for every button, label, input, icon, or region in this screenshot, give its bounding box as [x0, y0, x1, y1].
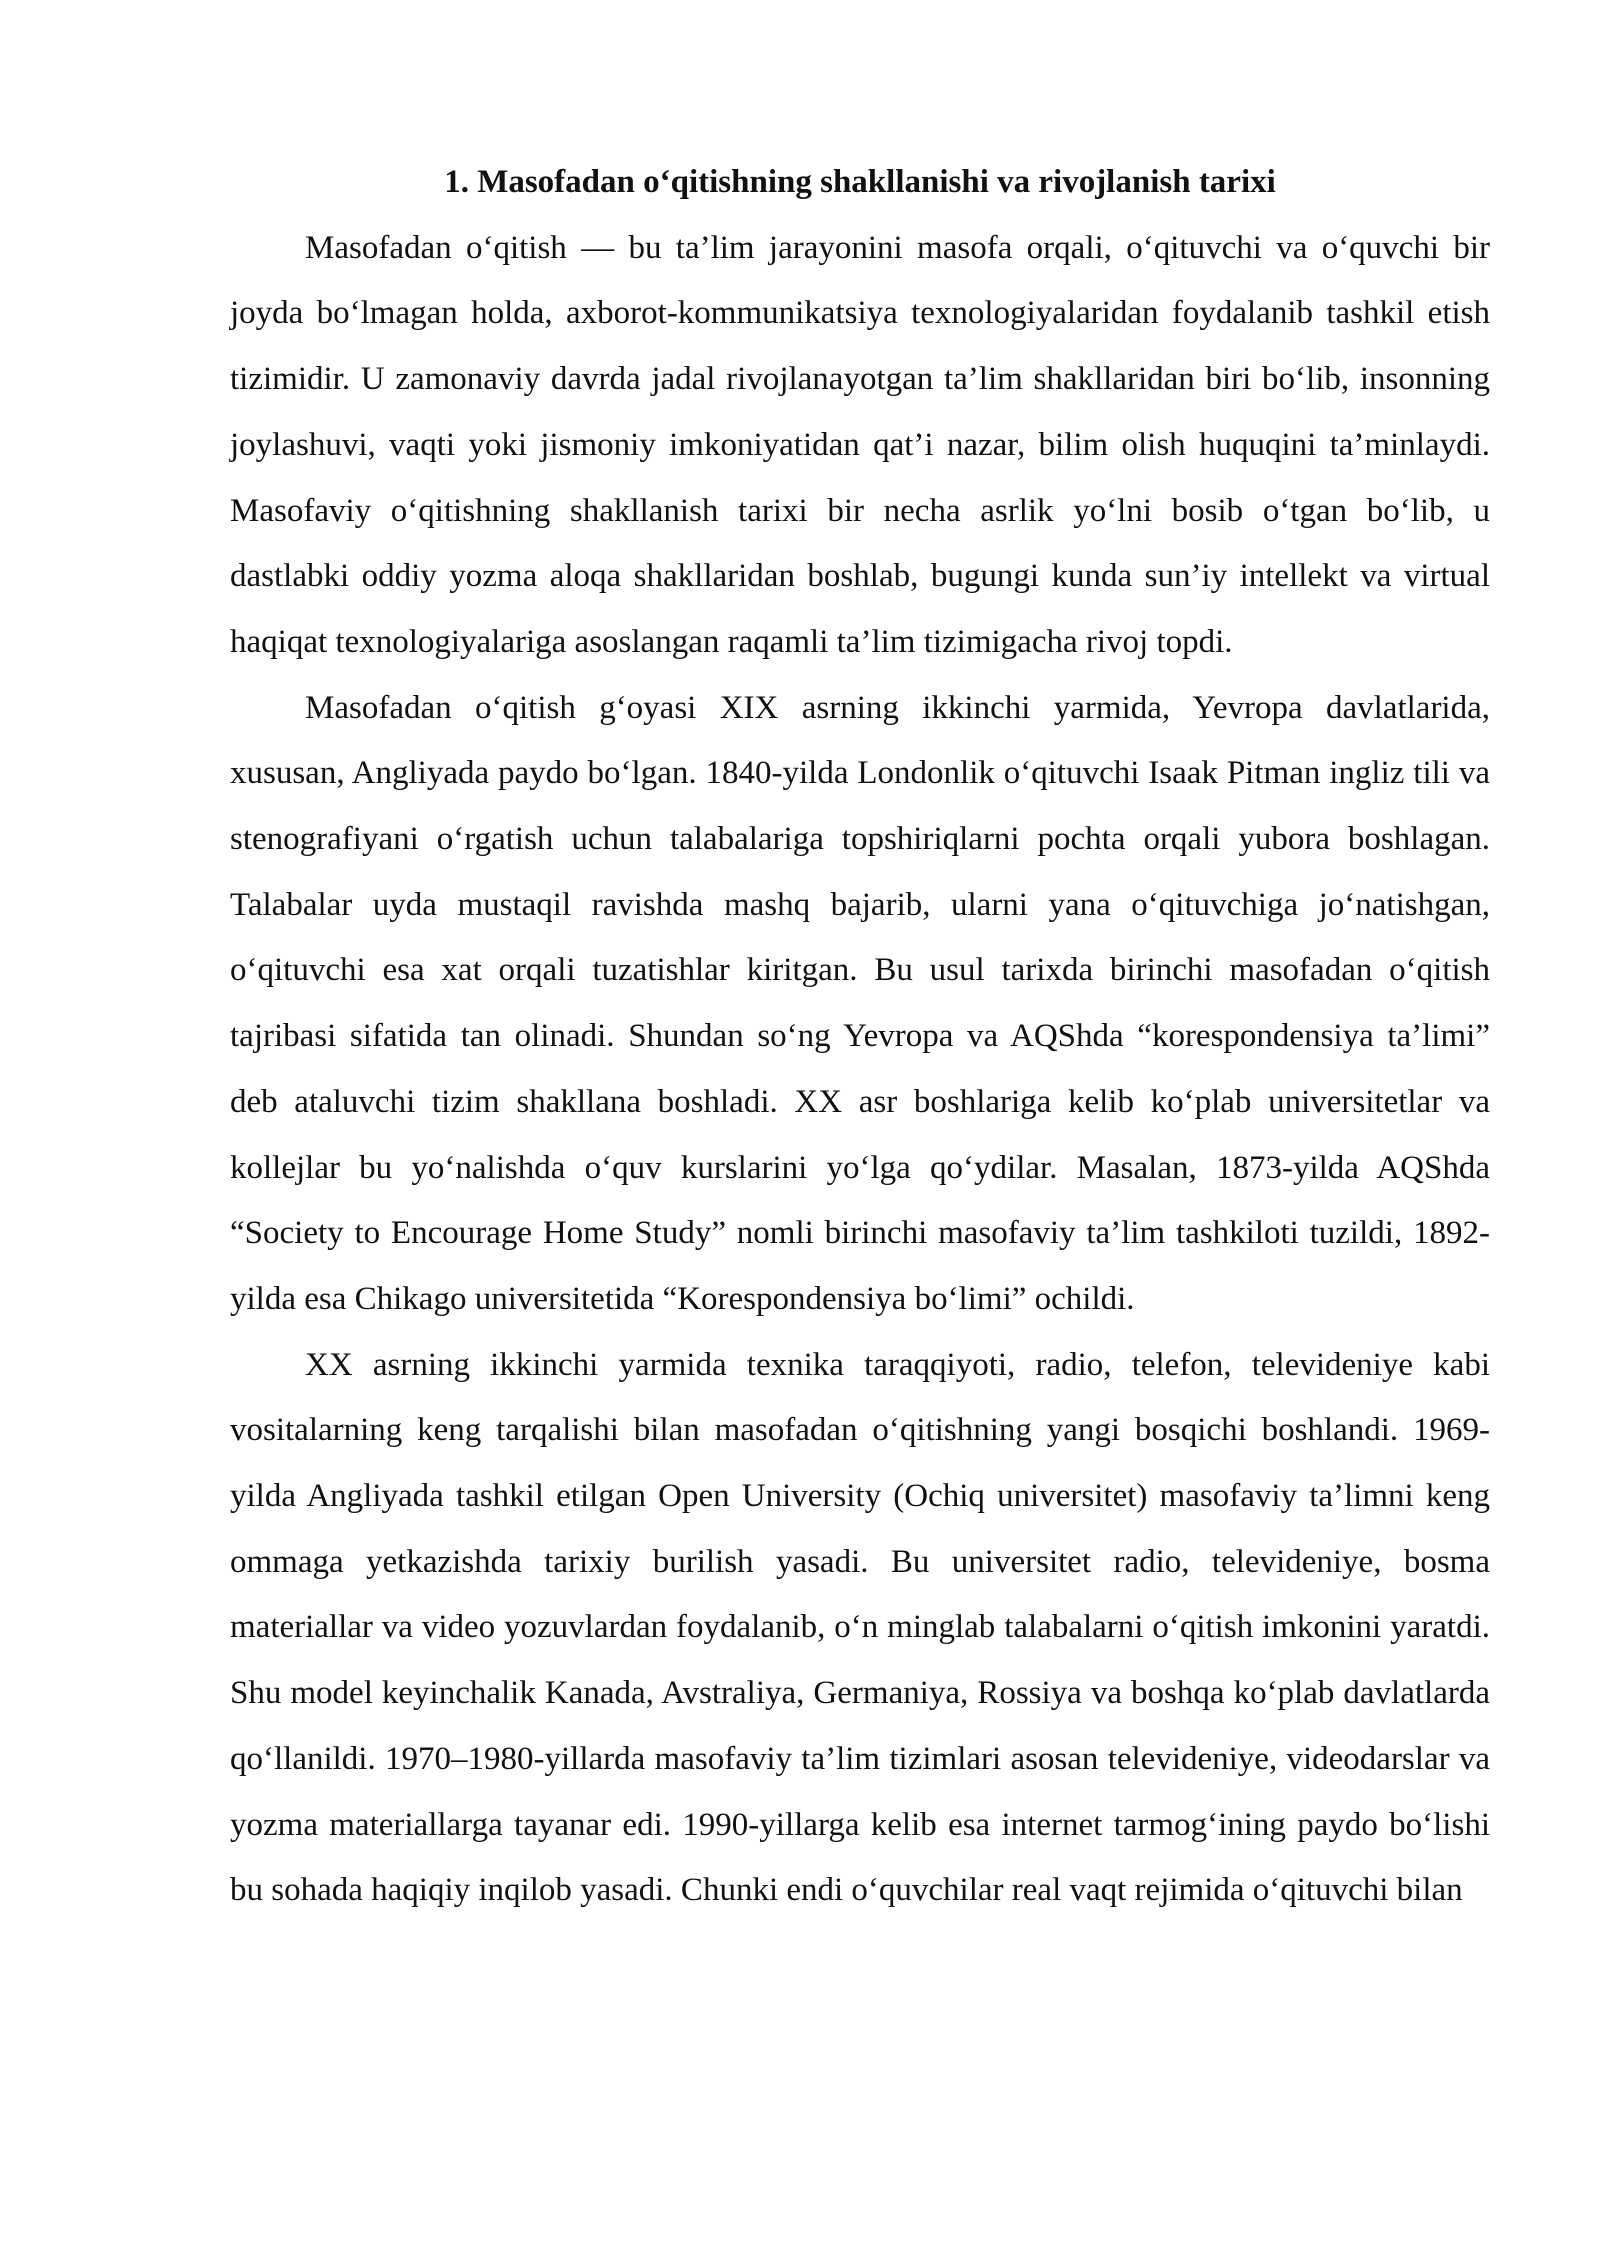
- paragraph-origins: Masofadan o‘qitish g‘oyasi XIX asrning ikkinchi yarmida, Yevropa davlatlarida, xususan, Angliyada paydo bo‘lgan. 1840-yilda Londonlik o‘qituvchi Isaak Pitman ingliz tili va stenografiyani o‘rgatish uchun talabalariga topshiriqlarni pochta orqali yubora boshlagan. Talabalar uyda mustaqil ravishda mashq bajarib, ularni yana o‘qituvchiga jo‘natishgan, o‘qituvchi esa xat orqali tuzatishlar kiritgan. Bu usul tarixda birinchi masofadan o‘qitish tajribasi sifatida tan olinadi. Shundan so‘ng Yevropa va AQShda “korespondensiya ta’limi” deb ataluvchi tizim shakllana boshladi. XX asr boshlariga kelib ko‘plab universitetlar va kollejlar bu yo‘nalishda o‘quv kurslarini yo‘lga qo‘ydilar. Masalan, 1873-yilda AQShda “Society to Encourage Home Study” nomli birinchi masofaviy ta’lim tashkiloti tuzildi, 1892-yilda esa Chikago universitetida “Korespondensiya bo‘limi” ochildi.: [230, 689, 1490, 1317]
- paragraph-twentieth-century: XX asrning ikkinchi yarmida texnika taraqqiyoti, radio, telefon, televideniye kabi vositalarning keng tarqalishi bilan masofadan o‘qitishning yangi bosqichi boshlandi. 1969-yilda Angliyada tashkil etilgan Open University (Ochiq universitet) masofaviy ta’limni keng ommaga yetkazishda tarixiy burilish yasadi. Bu universitet radio, televideniye, bosma materiallar va video yozuvlardan foydalanib, o‘n minglab talabalarni o‘qitish imkonini yaratdi. Shu model keyinchalik Kanada, Avstraliya, Germaniya, Rossiya va boshqa ko‘plab davlatlarda qo‘llanildi. 1970–1980-yillarda masofaviy ta’lim tizimlari asosan televideniye, videodarslar va yozma materiallarga tayanar edi. 1990-yillarga kelib esa internet tarmog‘ining paydo bo‘lishi bu sohada haqiqiy inqilob yasadi. Chunki endi o‘quvchilar real vaqt rejimida o‘qituvchi bilan: [230, 1346, 1490, 1909]
- document-page: [230, 150, 1490, 1924]
- section-heading: 1. Masofadan o‘qitishning shakllanishi va rivojlanish tarixi: [444, 164, 1276, 200]
- paragraph-intro: Masofadan o‘qitish — bu ta’lim jarayonini masofa orqali, o‘qituvchi va o‘quvchi bir joyda bo‘lmagan holda, axborot-kommunikatsiya texnologiyalaridan foydalanib tashkil etish tizimidir. U zamonaviy davrda jadal rivojlanayotgan ta’lim shakllaridan biri bo‘lib, insonning joylashuvi, vaqti yoki jismoniy imkoniyatidan qat’i nazar, bilim olish huquqini ta’minlaydi. Masofaviy o‘qitishning shakllanish tarixi bir necha asrlik yo‘lni bosib o‘tgan bo‘lib, u dastlabki oddiy yozma aloqa shakllaridan boshlab, bugungi kunda sun’iy intellekt va virtual haqiqat texnologiyalariga asoslangan raqamli ta’lim tizimigacha rivoj topdi.: [230, 229, 1490, 660]
